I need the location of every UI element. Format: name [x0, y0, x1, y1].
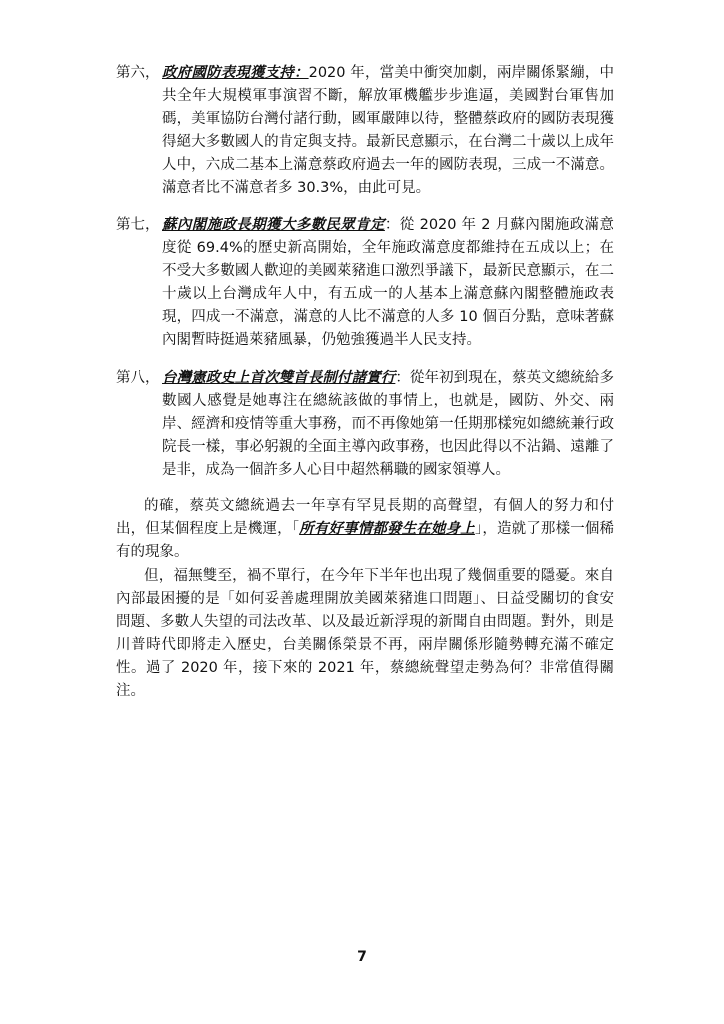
paragraph-text: 的確，蔡英文總統過去一年享有罕見長期的高聲望，有個人的努力和付出，但某個程度上是機運，「 [116, 498, 614, 537]
section-body: 2020 年，當美中衝突加劇，兩岸關係緊繃，中共全年大規模軍事演習不斷，解放軍機艦步步進逼，美國對台軍售加碼，美軍協防台灣付諸行動，國軍嚴陣以待，整體蔡政府的國防表現獲得絕大多數國人的肯定與支持。最新民意顯示，在台灣二十歲以上成年人中，六成二基本上滿意蔡政府過去一年的國防表現，三成一不滿意。滿意者比不滿意者多 30.3%，由此可見。 [162, 65, 615, 196]
paragraph-good-fortune [116, 495, 614, 564]
page-number: 7 [357, 949, 367, 965]
section-label: 第六， [116, 65, 160, 81]
section-label: 第八， [116, 370, 160, 386]
paragraph-concerns [116, 565, 614, 703]
section-text [162, 62, 614, 200]
section-body: ：從 2020 年 2 月蘇內閣施政滿意度從 69.4%的歷史新高開始，全年施政滿意度都維持在五成以上；在不受大多數國人歡迎的美國萊豬進口激烈爭議下，最新民意顯示，在二十歲以上台灣成年人中，有五成一的人基本上滿意蘇內閣整體施政表現，四成一不滿意，滿意的人比不滿意的人多 10 個百分點，意味著蘇內閣暫時挺過萊豬風暴，仍勉強獲過半人民支持。 [162, 217, 615, 348]
section-body: ：從年初到現在，蔡英文總統給多數國人感覺是她專注在總統該做的事情上，也就是，國防、外交、兩岸、經濟和疫情等重大事務，而不再像她第一任期那樣宛如總統兼行政院長一樣，事必躬親的全面主導內政事務，也因此得以不沾鍋、遠離了是非，成為一個許多人心目中超然稱職的國家領導人。 [162, 370, 615, 478]
paragraph-text: 」，造就了那樣一個稀有的現象。 [116, 521, 615, 560]
section-seventh [116, 214, 614, 352]
section-heading: 政府國防表現獲支持： [162, 65, 309, 81]
section-sixth [116, 62, 614, 200]
emphasis-quote: 所有好事情都發生在她身上 [299, 521, 475, 537]
section-label: 第七， [116, 217, 160, 233]
section-text [162, 214, 614, 352]
paragraph-text: 但，福無雙至，禍不單行，在今年下半年也出現了幾個重要的隱憂。來自內部最困擾的是「如何妥善處理開放美國萊豬進口問題」、日益受關切的食安問題、多數人失望的司法改革、以及最近新浮現的新聞自由問題。對外，則是川普時代即將走入歷史，台美關係榮景不再，兩岸關係形隨勢轉充滿不確定性。過了 2020 年，接下來的 2021 年，蔡總統聲望走勢為何？非常值得關注。 [116, 568, 614, 699]
section-heading: 台灣憲政史上首次雙首長制付諸實行 [162, 370, 396, 386]
section-text [162, 367, 614, 482]
section-heading: 蘇內閣施政長期獲大多數民眾肯定 [162, 217, 385, 233]
section-eighth [116, 367, 614, 482]
